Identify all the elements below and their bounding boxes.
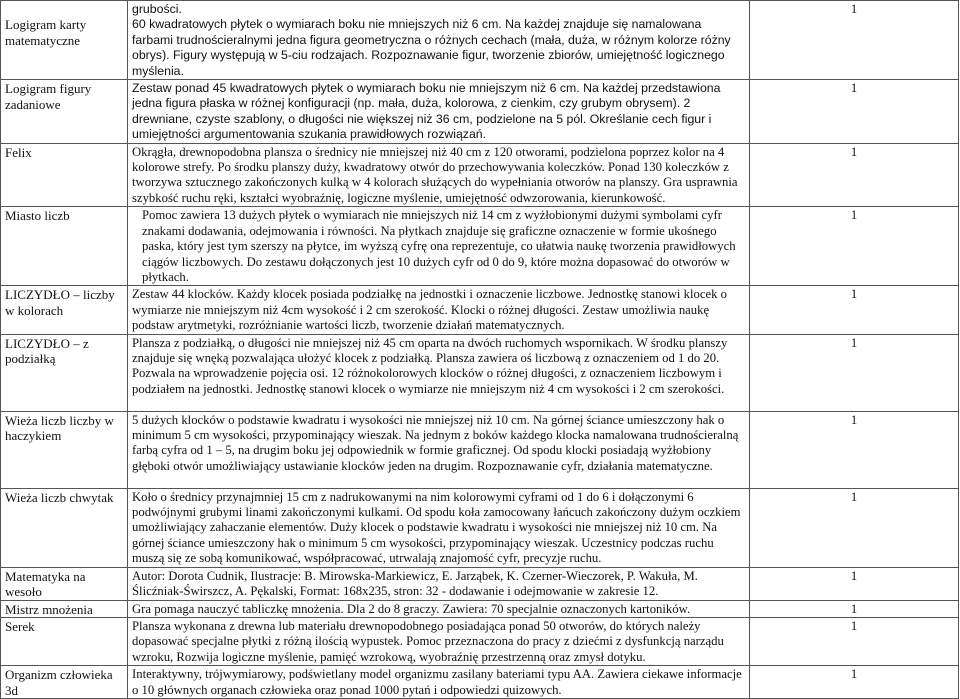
product-name: Felix: [1, 143, 128, 207]
table-row: [1, 618, 959, 666]
product-name: Wieża liczb liczby w haczykiem: [1, 411, 128, 488]
product-description: Plansza wykonana z drewna lub materiału drewnopodobnego posiadająca ponad 50 otworów, do których należy dopasować specjalne płytki z różną ilością wypustek. Pomoc przeznaczona do pracy z dziećmi z dysfunkcją narządu wzroku, Rozwija logiczne myślenie, pamięć wzrokową, wyobraźnię przestrzenną oraz zmysł dotyku.: [128, 618, 750, 666]
product-name: Matematyka na wesoło: [1, 567, 128, 600]
description-continuation: grubości.: [132, 2, 182, 16]
product-description: Koło o średnicy przynajmniej 15 cm z nadrukowanymi na nim kolorowymi cyframi od 1 do 6 i dołączonymi 6 podwójnymi grubymi linami zakończonymi kulkami. Od spodu koła zamocowany łańcuch zakończony dużym oczkiem umożliwiający zahaczanie elementów. Duży klocek o podstawie kwadratu i wysokości nie mniejszej niż 10 cm. Na górnej ściance umieszczony hak o minimum 5 cm wysokości, przypominający wieszak. Uczestnicy podczas ruchu muszą się ze sobą komunikować, współpracować, utrwalają znajomość cyfr, precyzje ruchu.: [128, 488, 750, 567]
product-quantity: 1: [750, 618, 959, 666]
product-description: Plansza z podziałką, o długości nie mniejszej niż 45 cm oparta na dwóch ruchomych wspornikach. W środku planszy znajduje się wnęką pozwalająca ułożyć klocek z podziałką. Plansza zawiera oś liczbową z oznaczeniem od 1 do 20. Pozwala na wprowadzenie pojęcia osi. 12 różnokolorowych klocków o różnej długości, z oznaczeniem liczbowym i podziałem na jednostki. Jednostkę stanowi klocek o wymiarze nie mniejszym niż 4 cm wysokości i 2 cm szerokości.: [128, 334, 750, 411]
product-description: Zestaw ponad 45 kwadratowych płytek o wymiarach boku nie mniejszym niż 6 cm. Na każdej przedstawiona jedna figura płaska w różnej konfiguracji (np. mała, duża, kolorowa, z cienkim, czy grubym obrysem). 2 drewniane, czyste szablony, o długości nie większej niż 36 cm, podzielone na 5 pól. Określanie cech figur i umiejętności argumentowania szukania prawidłowych rozwiązań.: [128, 80, 750, 144]
table-row: [1, 666, 959, 699]
product-quantity: 1: [750, 666, 959, 699]
product-quantity: 1: [750, 411, 959, 488]
product-name: Serek: [1, 618, 128, 666]
product-name: LICZYDŁO – z podziałką: [1, 334, 128, 411]
table-row: [1, 143, 959, 207]
product-description: Pomoc zawiera 13 dużych płytek o wymiarach nie mniejszych niż 14 cm z wyżłobionymi dużymi symbolami cyfr znakami dodawania, odejmowania i równości. Na płytkach znajduje się graficzne oznaczenie w formie ukośnego paska, który jest tym szerszy na płytce, im wyższą cyfrę ona reprezentuje, co ułatwia naukę tworzenia prawidłowych ciągów liczbowych. Do zestawu dołączonych jest 10 dużych cyfr od 0 do 9, które można dopasować do otworów w płytkach.: [128, 207, 750, 286]
product-quantity: 1: [750, 143, 959, 207]
table-row: [1, 286, 959, 334]
product-name: Organizm człowieka 3d: [1, 666, 128, 699]
description-text: 60 kwadratowych płytek o wymiarach boku nie mniejszych niż 6 cm. Na każdej znajduje się namalowana farbami trudnościeralnymi jedna figura geometryczna o różnych cechach (mała, duża, w różnym kolorze różny obrys). Figury występują w 5-ciu rodzajach. Rozpoznawanie figur, tworzenie zbiorów, umiejętność logicznego myślenia.: [132, 17, 731, 78]
table-row: [1, 1, 959, 80]
product-quantity: 1: [750, 600, 959, 618]
table-row: [1, 567, 959, 600]
product-quantity: 1: [750, 286, 959, 334]
product-quantity: 1: [750, 334, 959, 411]
table-row: [1, 334, 959, 411]
product-name: Logigram figury zadaniowe: [1, 80, 128, 144]
product-name: LICZYDŁO – liczby w kolorach: [1, 286, 128, 334]
product-quantity: 1: [750, 80, 959, 144]
table-row: [1, 207, 959, 286]
product-name: Wieża liczb chwytak: [1, 488, 128, 567]
product-description: Gra pomaga nauczyć tabliczkę mnożenia. Dla 2 do 8 graczy. Zawiera: 70 specjalnie oznaczonych kartoników.: [128, 600, 750, 618]
table-row: [1, 80, 959, 144]
product-description: Autor: Dorota Cudnik, Ilustracje: B. Mirowska-Markiewicz, E. Jarząbek, K. Czerner-Wieczorek, P. Wakuła, M. Ślicźniak-Świrszcz, A. Pękalski, Format: 168x235, stron: 32 - dodawanie i odejmowanie w zakresie 12.: [128, 567, 750, 600]
product-description: [128, 1, 750, 80]
product-quantity: 1: [750, 207, 959, 286]
product-name: Logigram karty matematyczne: [1, 1, 128, 80]
table-row: [1, 600, 959, 618]
product-description: Zestaw 44 klocków. Każdy klocek posiada podziałkę na jednostki i oznaczenie liczbowe. Jednostkę stanowi klocek o wymiarze nie mniejszym niż 4cm wysokość i 2 cm szerokość. Klocki o różnej długości. Zestaw umożliwia naukę podstaw arytmetyki, rozróżnianie wartości liczb, tworzenie działań matematycznych.: [128, 286, 750, 334]
product-description: Okrągła, drewnopodobna plansza o średnicy nie mniejszej niż 40 cm z 120 otworami, podzielona poprzez kolor na 4 kolorowe strefy. Po środku planszy duży, kwadratowy otwór do przechowywania koleczków. Ponad 130 koleczków z tworzywa sztucznego zakończonych kulką w 4 kolorach służących do wypełniania otworów na planszy. Gra usprawnia szybkość ruchu ręki, kształci wyobraźnię, logiczne myślenie, umiejętność odwzorowania, kierunkowość.: [128, 143, 750, 207]
product-name: Mistrz mnożenia: [1, 600, 128, 618]
table-row: [1, 488, 959, 567]
product-name: Miasto liczb: [1, 207, 128, 286]
product-quantity: 1: [750, 567, 959, 600]
table-row: [1, 411, 959, 488]
product-description: Interaktywny, trójwymiarowy, podświetlany model organizmu zasilany bateriami typu AA. Zawiera ciekawe informacje o 10 głównych organach człowieka oraz ponad 1000 pytań i odpowiedzi quizowych.: [128, 666, 750, 699]
product-description: 5 dużych klocków o podstawie kwadratu i wysokości nie mniejszej niż 10 cm. Na górnej ściance umieszczony hak o minimum 5 cm wysokości, przypominający wieszak. Na jednym z boków każdego klocka namalowana trudnościeralną farbą cyfra od 1 – 5, na drugim boku jej odpowiednik w formie graficznej. Od spodu klocki posiadają wyżłobiony głęboki otwór umożliwiający ustawianie klocków jeden na drugim. Rozpoznawanie cyfr, działania matematyczne.: [128, 411, 750, 488]
product-quantity: 1: [750, 488, 959, 567]
product-quantity: 1: [750, 1, 959, 80]
